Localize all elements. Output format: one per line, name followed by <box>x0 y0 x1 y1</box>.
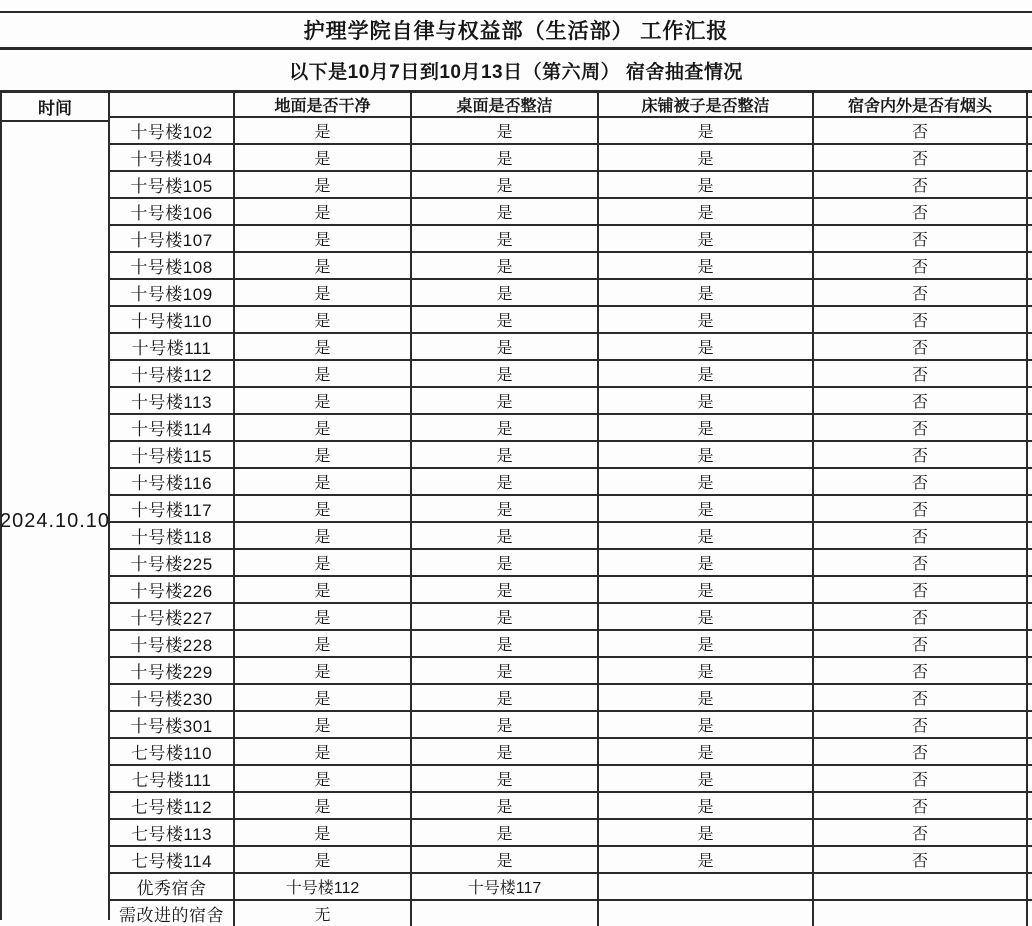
row-edge-spacer <box>1028 847 1032 872</box>
room-label: 十号楼230 <box>110 685 235 710</box>
summary-value: 十号楼112 <box>235 874 412 899</box>
row-edge-spacer <box>1028 712 1032 737</box>
desk-tidy-value: 是 <box>412 604 599 629</box>
bed-tidy-value: 是 <box>599 793 814 818</box>
inspection-row <box>110 280 1032 307</box>
floor-clean-value: 是 <box>235 361 412 386</box>
bed-tidy-value: 是 <box>599 469 814 494</box>
room-label: 七号楼112 <box>110 793 235 818</box>
room-label: 七号楼113 <box>110 820 235 845</box>
row-edge-spacer <box>1028 658 1032 683</box>
row-edge-spacer <box>1028 145 1032 170</box>
cigarette-value: 否 <box>814 631 1028 656</box>
row-edge-spacer <box>1028 766 1032 791</box>
row-edge-spacer <box>1028 496 1032 521</box>
floor-clean-value: 是 <box>235 658 412 683</box>
row-edge-spacer <box>1028 388 1032 413</box>
report-subtitle: 以下是10月7日到10月13日（第六周） 宿舍抽查情况 <box>289 61 743 83</box>
desk-tidy-value: 是 <box>412 631 599 656</box>
floor-clean-value: 是 <box>235 685 412 710</box>
floor-clean-value: 是 <box>235 172 412 197</box>
cigarette-value: 否 <box>814 388 1028 413</box>
row-edge-spacer <box>1028 874 1032 899</box>
inspection-row <box>110 145 1032 172</box>
row-edge-spacer <box>1028 280 1032 305</box>
row-edge-spacer <box>1028 901 1032 926</box>
row-edge-spacer <box>1028 523 1032 548</box>
floor-clean-value: 是 <box>235 631 412 656</box>
cigarette-value: 否 <box>814 253 1028 278</box>
desk-tidy-value: 是 <box>412 226 599 251</box>
inspection-row <box>110 766 1032 793</box>
desk-tidy-value: 是 <box>412 550 599 575</box>
summary-value <box>412 901 599 926</box>
summary-label: 需改进的宿舍 <box>110 901 235 926</box>
time-column <box>0 93 110 920</box>
room-label: 十号楼227 <box>110 604 235 629</box>
bed-tidy-value: 是 <box>599 739 814 764</box>
row-edge-spacer <box>1028 739 1032 764</box>
inspection-table <box>0 93 1032 925</box>
bed-tidy-value: 是 <box>599 442 814 467</box>
summary-value: 无 <box>235 901 412 926</box>
room-label: 十号楼111 <box>110 334 235 359</box>
bed-tidy-value: 是 <box>599 361 814 386</box>
row-edge-spacer <box>1028 118 1032 143</box>
desk-tidy-value: 是 <box>412 388 599 413</box>
inspection-date: 2024.10.10 <box>0 509 111 532</box>
bed-tidy-value: 是 <box>599 847 814 872</box>
room-label: 十号楼108 <box>110 253 235 278</box>
row-edge-spacer <box>1028 631 1032 656</box>
cigarette-value: 否 <box>814 118 1028 143</box>
floor-clean-value: 是 <box>235 442 412 467</box>
cigarette-value: 否 <box>814 766 1028 791</box>
cigarette-value: 否 <box>814 847 1028 872</box>
floor-clean-value: 是 <box>235 253 412 278</box>
row-edge-spacer <box>1028 793 1032 818</box>
cigarette-value: 否 <box>814 658 1028 683</box>
bed-tidy-value: 是 <box>599 712 814 737</box>
row-edge-spacer <box>1028 361 1032 386</box>
inspection-row <box>110 253 1032 280</box>
row-edge-spacer <box>1028 226 1032 251</box>
cigarette-value: 否 <box>814 793 1028 818</box>
room-label: 十号楼117 <box>110 496 235 521</box>
desk-tidy-value: 是 <box>412 199 599 224</box>
inspection-row <box>110 685 1032 712</box>
inspection-row <box>110 199 1032 226</box>
desk-tidy-value: 是 <box>412 496 599 521</box>
bed-tidy-value: 是 <box>599 145 814 170</box>
summary-value <box>814 874 1028 899</box>
summary-value: 十号楼117 <box>412 874 599 899</box>
room-label: 十号楼109 <box>110 280 235 305</box>
bed-tidy-value: 是 <box>599 604 814 629</box>
row-edge-spacer <box>1028 685 1032 710</box>
report-title-band <box>0 11 1032 50</box>
room-label: 十号楼118 <box>110 523 235 548</box>
inspection-row <box>110 550 1032 577</box>
row-edge-spacer <box>1028 307 1032 332</box>
floor-clean-value: 是 <box>235 847 412 872</box>
floor-clean-value: 是 <box>235 145 412 170</box>
room-label: 十号楼102 <box>110 118 235 143</box>
floor-clean-value: 是 <box>235 388 412 413</box>
desk-tidy-value: 是 <box>412 793 599 818</box>
row-edge-spacer <box>1028 334 1032 359</box>
cigarette-value: 否 <box>814 496 1028 521</box>
summary-row <box>110 901 1032 926</box>
inspection-row <box>110 604 1032 631</box>
inspection-row <box>110 361 1032 388</box>
report-subtitle-band <box>0 50 1032 93</box>
table-header-row <box>110 93 1032 118</box>
cigarette-value: 否 <box>814 820 1028 845</box>
floor-clean-value: 是 <box>235 496 412 521</box>
summary-label: 优秀宿舍 <box>110 874 235 899</box>
desk-tidy-value: 是 <box>412 469 599 494</box>
floor-clean-header: 地面是否干净 <box>235 93 412 116</box>
summary-value <box>814 901 1028 926</box>
bed-tidy-value: 是 <box>599 307 814 332</box>
desk-tidy-value: 是 <box>412 739 599 764</box>
room-label: 七号楼114 <box>110 847 235 872</box>
inspection-row <box>110 496 1032 523</box>
room-label: 十号楼301 <box>110 712 235 737</box>
inspection-row <box>110 739 1032 766</box>
cigarette-value: 否 <box>814 469 1028 494</box>
inspection-row <box>110 631 1032 658</box>
room-label: 十号楼106 <box>110 199 235 224</box>
cigarette-value: 否 <box>814 577 1028 602</box>
room-label: 十号楼116 <box>110 469 235 494</box>
inspection-row <box>110 712 1032 739</box>
bed-tidy-value: 是 <box>599 496 814 521</box>
floor-clean-value: 是 <box>235 739 412 764</box>
bed-tidy-value: 是 <box>599 334 814 359</box>
bed-tidy-value: 是 <box>599 685 814 710</box>
row-edge-spacer <box>1028 820 1032 845</box>
inspection-row <box>110 469 1032 496</box>
floor-clean-value: 是 <box>235 820 412 845</box>
cigarette-value: 否 <box>814 334 1028 359</box>
bed-tidy-value: 是 <box>599 550 814 575</box>
floor-clean-value: 是 <box>235 793 412 818</box>
row-edge-spacer <box>1028 442 1032 467</box>
desk-tidy-value: 是 <box>412 523 599 548</box>
bed-tidy-value: 是 <box>599 658 814 683</box>
desk-tidy-value: 是 <box>412 847 599 872</box>
bed-tidy-value: 是 <box>599 388 814 413</box>
desk-tidy-value: 是 <box>412 820 599 845</box>
room-label: 十号楼228 <box>110 631 235 656</box>
desk-tidy-value: 是 <box>412 361 599 386</box>
bed-tidy-value: 是 <box>599 226 814 251</box>
table-main-column <box>110 93 1032 925</box>
desk-tidy-value: 是 <box>412 172 599 197</box>
cigarette-value: 否 <box>814 442 1028 467</box>
bed-tidy-value: 是 <box>599 253 814 278</box>
cigarette-header: 宿舍内外是否有烟头 <box>814 93 1028 116</box>
row-edge-spacer <box>1028 577 1032 602</box>
desk-tidy-value: 是 <box>412 712 599 737</box>
cigarette-value: 否 <box>814 145 1028 170</box>
floor-clean-value: 是 <box>235 415 412 440</box>
bed-tidy-value: 是 <box>599 415 814 440</box>
cigarette-value: 否 <box>814 523 1028 548</box>
inspection-row <box>110 415 1032 442</box>
inspection-row <box>110 577 1032 604</box>
room-label: 七号楼110 <box>110 739 235 764</box>
floor-clean-value: 是 <box>235 604 412 629</box>
floor-clean-value: 是 <box>235 199 412 224</box>
bed-tidy-value: 是 <box>599 523 814 548</box>
inspection-row <box>110 226 1032 253</box>
room-label: 十号楼112 <box>110 361 235 386</box>
room-label: 十号楼115 <box>110 442 235 467</box>
floor-clean-value: 是 <box>235 334 412 359</box>
inspection-row <box>110 442 1032 469</box>
cigarette-value: 否 <box>814 604 1028 629</box>
time-header: 时间 <box>2 93 108 122</box>
room-label: 十号楼225 <box>110 550 235 575</box>
cigarette-value: 否 <box>814 685 1028 710</box>
report-title: 护理学院自律与权益部（生活部） 工作汇报 <box>303 20 729 43</box>
floor-clean-value: 是 <box>235 118 412 143</box>
room-label: 十号楼229 <box>110 658 235 683</box>
cigarette-value: 否 <box>814 361 1028 386</box>
inspection-row <box>110 334 1032 361</box>
floor-clean-value: 是 <box>235 307 412 332</box>
desk-tidy-value: 是 <box>412 253 599 278</box>
desk-tidy-value: 是 <box>412 307 599 332</box>
desk-tidy-value: 是 <box>412 685 599 710</box>
desk-tidy-value: 是 <box>412 334 599 359</box>
bed-tidy-value: 是 <box>599 118 814 143</box>
inspection-row <box>110 172 1032 199</box>
inspection-row <box>110 118 1032 145</box>
room-label: 十号楼113 <box>110 388 235 413</box>
row-edge-spacer <box>1028 415 1032 440</box>
room-label: 十号楼107 <box>110 226 235 251</box>
bed-tidy-header: 床铺被子是否整洁 <box>599 93 814 116</box>
floor-clean-value: 是 <box>235 226 412 251</box>
room-label: 十号楼105 <box>110 172 235 197</box>
inspection-row <box>110 523 1032 550</box>
floor-clean-value: 是 <box>235 469 412 494</box>
cigarette-value: 否 <box>814 550 1028 575</box>
desk-tidy-value: 是 <box>412 658 599 683</box>
room-label: 十号楼104 <box>110 145 235 170</box>
room-label: 七号楼111 <box>110 766 235 791</box>
inspection-row <box>110 820 1032 847</box>
bed-tidy-value: 是 <box>599 199 814 224</box>
desk-tidy-value: 是 <box>412 415 599 440</box>
cigarette-value: 否 <box>814 199 1028 224</box>
header-edge-spacer <box>1028 93 1032 116</box>
inspection-row <box>110 307 1032 334</box>
summary-row <box>110 874 1032 901</box>
desk-tidy-value: 是 <box>412 118 599 143</box>
cigarette-value: 否 <box>814 172 1028 197</box>
floor-clean-value: 是 <box>235 766 412 791</box>
row-edge-spacer <box>1028 550 1032 575</box>
inspection-row <box>110 658 1032 685</box>
bed-tidy-value: 是 <box>599 766 814 791</box>
inspection-row <box>110 388 1032 415</box>
bed-tidy-value: 是 <box>599 577 814 602</box>
cigarette-value: 否 <box>814 739 1028 764</box>
desk-tidy-value: 是 <box>412 766 599 791</box>
room-label: 十号楼226 <box>110 577 235 602</box>
summary-value <box>599 901 814 926</box>
bed-tidy-value: 是 <box>599 172 814 197</box>
summary-value <box>599 874 814 899</box>
row-edge-spacer <box>1028 604 1032 629</box>
desk-tidy-value: 是 <box>412 577 599 602</box>
desk-tidy-header: 桌面是否整洁 <box>412 93 599 116</box>
bed-tidy-value: 是 <box>599 631 814 656</box>
bed-tidy-value: 是 <box>599 820 814 845</box>
floor-clean-value: 是 <box>235 280 412 305</box>
desk-tidy-value: 是 <box>412 145 599 170</box>
cigarette-value: 否 <box>814 307 1028 332</box>
room-column-header <box>110 93 235 116</box>
desk-tidy-value: 是 <box>412 280 599 305</box>
floor-clean-value: 是 <box>235 577 412 602</box>
table-body <box>110 118 1032 926</box>
desk-tidy-value: 是 <box>412 442 599 467</box>
bed-tidy-value: 是 <box>599 280 814 305</box>
cigarette-value: 否 <box>814 280 1028 305</box>
row-edge-spacer <box>1028 172 1032 197</box>
inspection-row <box>110 793 1032 820</box>
cigarette-value: 否 <box>814 415 1028 440</box>
inspection-row <box>110 847 1032 874</box>
row-edge-spacer <box>1028 253 1032 278</box>
cigarette-value: 否 <box>814 226 1028 251</box>
floor-clean-value: 是 <box>235 550 412 575</box>
room-label: 十号楼110 <box>110 307 235 332</box>
room-label: 十号楼114 <box>110 415 235 440</box>
floor-clean-value: 是 <box>235 712 412 737</box>
row-edge-spacer <box>1028 199 1032 224</box>
floor-clean-value: 是 <box>235 523 412 548</box>
cigarette-value: 否 <box>814 712 1028 737</box>
row-edge-spacer <box>1028 469 1032 494</box>
